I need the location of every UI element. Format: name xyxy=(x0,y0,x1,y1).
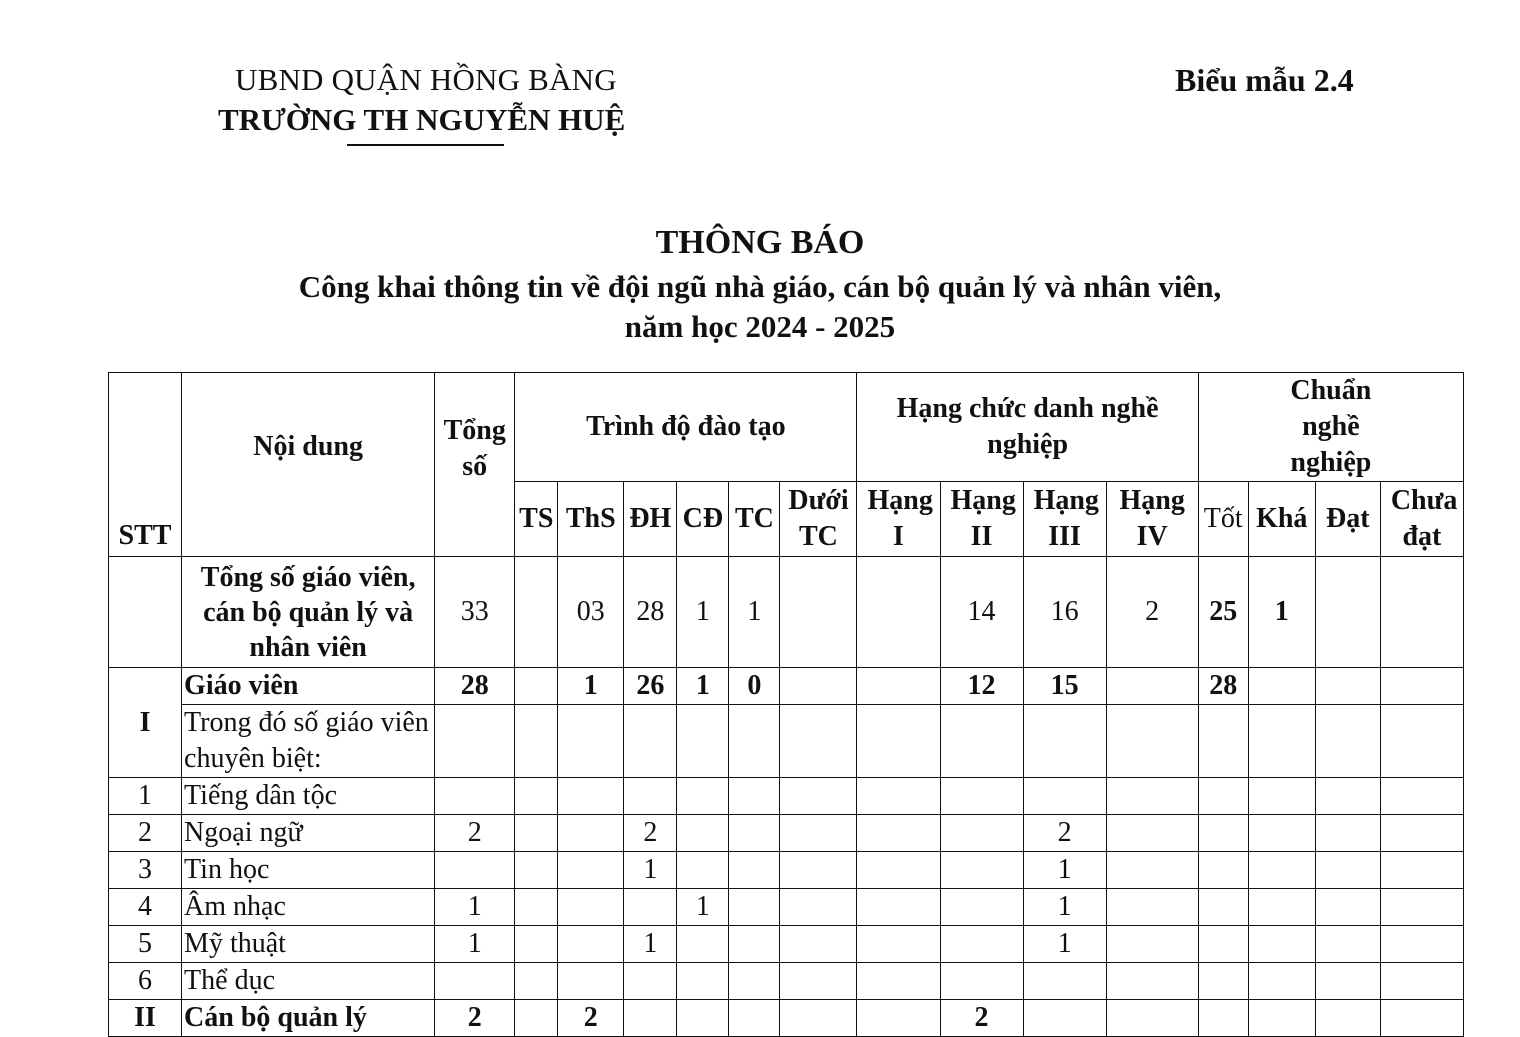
table-row xyxy=(109,963,1464,1000)
cell-rank-3 xyxy=(1023,1000,1106,1037)
cell-stt: II xyxy=(109,1000,182,1037)
cell-rank-4 xyxy=(1106,668,1198,705)
cell-cd xyxy=(677,963,729,1000)
cell-label: Tổng số giáo viên, cán bộ quản lý và nhân viên xyxy=(182,557,435,668)
cell-tc xyxy=(729,926,780,963)
cell-stt: I xyxy=(109,668,182,778)
header-std-pass: Đạt xyxy=(1315,482,1380,557)
cell-dh: 2 xyxy=(624,815,677,852)
cell-label: Cán bộ quản lý xyxy=(182,1000,435,1037)
header-rank-3: Hạng III xyxy=(1023,482,1106,557)
cell-ths: 2 xyxy=(558,1000,624,1037)
cell-cd xyxy=(677,852,729,889)
cell-total: 2 xyxy=(435,1000,515,1037)
header-rank-4: Hạng IV xyxy=(1106,482,1198,557)
cell-rank-4 xyxy=(1106,815,1198,852)
cell-below-tc xyxy=(780,963,857,1000)
cell-dh xyxy=(624,889,677,926)
header-ths: ThS xyxy=(558,482,624,557)
cell-rank-4 xyxy=(1106,852,1198,889)
cell-label: Ngoại ngữ xyxy=(182,815,435,852)
cell-rank-4: 2 xyxy=(1106,557,1198,668)
cell-ths xyxy=(558,705,624,778)
document-title: THÔNG BÁO xyxy=(655,224,865,261)
table-row-managers xyxy=(109,1000,1464,1037)
cell-rank-1 xyxy=(857,668,940,705)
cell-std-pass xyxy=(1315,778,1380,815)
cell-rank-1 xyxy=(857,963,940,1000)
cell-ts xyxy=(515,815,558,852)
cell-tc xyxy=(729,705,780,778)
cell-rank-1 xyxy=(857,705,940,778)
subtitle-line-1: Công khai thông tin về đội ngũ nhà giáo, cán bộ quản lý và nhân viên, xyxy=(298,269,1222,304)
cell-below-tc xyxy=(780,889,857,926)
cell-label: Tin học xyxy=(182,852,435,889)
table-row xyxy=(109,778,1464,815)
header-rank-2: Hạng II xyxy=(940,482,1023,557)
cell-rank-2 xyxy=(940,852,1023,889)
cell-below-tc xyxy=(780,778,857,815)
cell-rank-1 xyxy=(857,889,940,926)
cell-stt xyxy=(109,557,182,668)
cell-rank-3: 2 xyxy=(1023,815,1106,852)
cell-std-fail xyxy=(1380,778,1463,815)
cell-below-tc xyxy=(780,1000,857,1037)
table-row-total xyxy=(109,557,1464,668)
cell-ths xyxy=(558,926,624,963)
header-ts: TS xyxy=(515,482,558,557)
cell-tc xyxy=(729,852,780,889)
cell-std-fail xyxy=(1380,668,1463,705)
cell-std-fail xyxy=(1380,815,1463,852)
cell-ths: 1 xyxy=(558,668,624,705)
cell-rank-4 xyxy=(1106,1000,1198,1037)
cell-ts xyxy=(515,778,558,815)
cell-total: 1 xyxy=(435,889,515,926)
cell-ths xyxy=(558,852,624,889)
header-dh: ĐH xyxy=(624,482,677,557)
cell-std-fair xyxy=(1248,963,1315,1000)
cell-ths xyxy=(558,889,624,926)
cell-rank-1 xyxy=(857,852,940,889)
cell-ts xyxy=(515,889,558,926)
cell-ts xyxy=(515,705,558,778)
cell-std-pass xyxy=(1315,557,1380,668)
cell-std-pass xyxy=(1315,1000,1380,1037)
cell-rank-3 xyxy=(1023,963,1106,1000)
cell-below-tc xyxy=(780,815,857,852)
header-training-group: Trình độ đào tạo xyxy=(515,373,857,482)
cell-std-fair xyxy=(1248,926,1315,963)
cell-rank-4 xyxy=(1106,778,1198,815)
cell-ts xyxy=(515,963,558,1000)
cell-tc xyxy=(729,815,780,852)
cell-rank-3: 16 xyxy=(1023,557,1106,668)
cell-dh: 26 xyxy=(624,668,677,705)
cell-ths xyxy=(558,815,624,852)
cell-cd xyxy=(677,1000,729,1037)
cell-tc xyxy=(729,1000,780,1037)
cell-label: Tiếng dân tộc xyxy=(182,778,435,815)
cell-rank-4 xyxy=(1106,705,1198,778)
cell-std-fair xyxy=(1248,1000,1315,1037)
cell-ts xyxy=(515,926,558,963)
cell-std-good xyxy=(1198,852,1248,889)
table-row xyxy=(109,852,1464,889)
cell-std-good xyxy=(1198,963,1248,1000)
cell-tc xyxy=(729,778,780,815)
cell-total: 1 xyxy=(435,926,515,963)
cell-std-fair xyxy=(1248,889,1315,926)
cell-rank-1 xyxy=(857,815,940,852)
cell-total: 2 xyxy=(435,815,515,852)
cell-cd xyxy=(677,926,729,963)
cell-std-good xyxy=(1198,815,1248,852)
cell-std-good: 28 xyxy=(1198,668,1248,705)
cell-cd: 1 xyxy=(677,668,729,705)
header-total: Tổng số xyxy=(435,373,515,557)
document-subtitle xyxy=(0,267,1520,347)
cell-ths xyxy=(558,778,624,815)
cell-std-fair xyxy=(1248,705,1315,778)
cell-tc xyxy=(729,963,780,1000)
cell-dh: 1 xyxy=(624,852,677,889)
cell-std-good xyxy=(1198,889,1248,926)
header-standard-group: Chuẩn nghề nghiệp xyxy=(1198,373,1463,482)
subtitle-line-2: năm học 2024 - 2025 xyxy=(624,309,896,344)
cell-rank-2 xyxy=(940,778,1023,815)
cell-total xyxy=(435,852,515,889)
cell-cd xyxy=(677,815,729,852)
cell-std-fail xyxy=(1380,705,1463,778)
cell-std-fair xyxy=(1248,852,1315,889)
form-code: Biểu mẫu 2.4 xyxy=(1175,62,1354,98)
cell-std-good xyxy=(1198,705,1248,778)
cell-rank-2: 12 xyxy=(940,668,1023,705)
cell-rank-2 xyxy=(940,926,1023,963)
cell-ts xyxy=(515,852,558,889)
cell-label: Thể dục xyxy=(182,963,435,1000)
table-row-specialized xyxy=(109,705,1464,778)
cell-stt: 5 xyxy=(109,926,182,963)
cell-cd xyxy=(677,705,729,778)
cell-std-fair: 1 xyxy=(1248,557,1315,668)
cell-label: Trong đó số giáo viên chuyên biệt: xyxy=(182,705,435,778)
cell-std-good xyxy=(1198,1000,1248,1037)
cell-std-good xyxy=(1198,778,1248,815)
staff-table xyxy=(108,372,1464,1037)
header-std-good: Tốt xyxy=(1198,482,1248,557)
org-name-district: UBND QUẬN HỒNG BÀNG xyxy=(235,62,617,97)
cell-stt: 6 xyxy=(109,963,182,1000)
cell-rank-4 xyxy=(1106,926,1198,963)
cell-rank-4 xyxy=(1106,963,1198,1000)
header-below-tc: Dưới TC xyxy=(780,482,857,557)
cell-std-pass xyxy=(1315,889,1380,926)
cell-rank-1 xyxy=(857,926,940,963)
cell-std-fail xyxy=(1380,557,1463,668)
cell-rank-3 xyxy=(1023,705,1106,778)
cell-stt: 1 xyxy=(109,778,182,815)
cell-rank-2 xyxy=(940,889,1023,926)
cell-ts xyxy=(515,1000,558,1037)
cell-std-good xyxy=(1198,926,1248,963)
cell-tc: 0 xyxy=(729,668,780,705)
cell-std-fail xyxy=(1380,1000,1463,1037)
cell-std-fair xyxy=(1248,778,1315,815)
cell-label: Giáo viên xyxy=(182,668,435,705)
cell-ths: 03 xyxy=(558,557,624,668)
cell-rank-4 xyxy=(1106,889,1198,926)
header-content: Nội dung xyxy=(182,373,435,557)
cell-rank-3: 15 xyxy=(1023,668,1106,705)
header-rank-1: Hạng I xyxy=(857,482,940,557)
cell-std-fail xyxy=(1380,963,1463,1000)
cell-total xyxy=(435,705,515,778)
cell-total xyxy=(435,963,515,1000)
cell-rank-2: 14 xyxy=(940,557,1023,668)
cell-rank-3: 1 xyxy=(1023,926,1106,963)
cell-stt: 3 xyxy=(109,852,182,889)
cell-std-fail xyxy=(1380,926,1463,963)
cell-rank-2 xyxy=(940,815,1023,852)
cell-cd: 1 xyxy=(677,557,729,668)
cell-dh: 28 xyxy=(624,557,677,668)
org-underline xyxy=(347,144,504,146)
cell-dh: 1 xyxy=(624,926,677,963)
header-std-fair: Khá xyxy=(1248,482,1315,557)
header-tc: TC xyxy=(729,482,780,557)
cell-std-good: 25 xyxy=(1198,557,1248,668)
cell-below-tc xyxy=(780,926,857,963)
cell-std-fair xyxy=(1248,668,1315,705)
cell-rank-3 xyxy=(1023,778,1106,815)
cell-total: 28 xyxy=(435,668,515,705)
cell-std-pass xyxy=(1315,963,1380,1000)
cell-below-tc xyxy=(780,557,857,668)
cell-below-tc xyxy=(780,852,857,889)
cell-dh xyxy=(624,778,677,815)
cell-rank-2 xyxy=(940,705,1023,778)
cell-rank-1 xyxy=(857,557,940,668)
cell-rank-1 xyxy=(857,1000,940,1037)
cell-dh xyxy=(624,963,677,1000)
table-row xyxy=(109,815,1464,852)
cell-rank-1 xyxy=(857,778,940,815)
cell-label: Âm nhạc xyxy=(182,889,435,926)
cell-std-pass xyxy=(1315,705,1380,778)
cell-std-fail xyxy=(1380,852,1463,889)
cell-below-tc xyxy=(780,705,857,778)
cell-dh xyxy=(624,1000,677,1037)
cell-rank-2 xyxy=(940,963,1023,1000)
cell-below-tc xyxy=(780,668,857,705)
header-std-fail: Chưa đạt xyxy=(1380,482,1463,557)
cell-tc: 1 xyxy=(729,557,780,668)
cell-label: Mỹ thuật xyxy=(182,926,435,963)
cell-ths xyxy=(558,963,624,1000)
cell-dh xyxy=(624,705,677,778)
cell-rank-3: 1 xyxy=(1023,889,1106,926)
cell-stt: 2 xyxy=(109,815,182,852)
cell-std-fair xyxy=(1248,815,1315,852)
cell-std-pass xyxy=(1315,815,1380,852)
table-row xyxy=(109,889,1464,926)
cell-std-pass xyxy=(1315,926,1380,963)
header-rank-group: Hạng chức danh nghề nghiệp xyxy=(857,373,1198,482)
cell-stt: 4 xyxy=(109,889,182,926)
cell-rank-2: 2 xyxy=(940,1000,1023,1037)
table-row xyxy=(109,926,1464,963)
cell-std-fail xyxy=(1380,889,1463,926)
cell-total: 33 xyxy=(435,557,515,668)
cell-ts xyxy=(515,668,558,705)
header-cd: CĐ xyxy=(677,482,729,557)
cell-total xyxy=(435,778,515,815)
cell-std-pass xyxy=(1315,668,1380,705)
cell-tc xyxy=(729,889,780,926)
org-name-school: TRƯỜNG TH NGUYỄN HUỆ xyxy=(218,102,626,137)
cell-cd xyxy=(677,778,729,815)
header-stt: STT xyxy=(109,373,182,557)
cell-ts xyxy=(515,557,558,668)
table-row-teachers xyxy=(109,668,1464,705)
cell-cd: 1 xyxy=(677,889,729,926)
cell-std-pass xyxy=(1315,852,1380,889)
cell-rank-3: 1 xyxy=(1023,852,1106,889)
